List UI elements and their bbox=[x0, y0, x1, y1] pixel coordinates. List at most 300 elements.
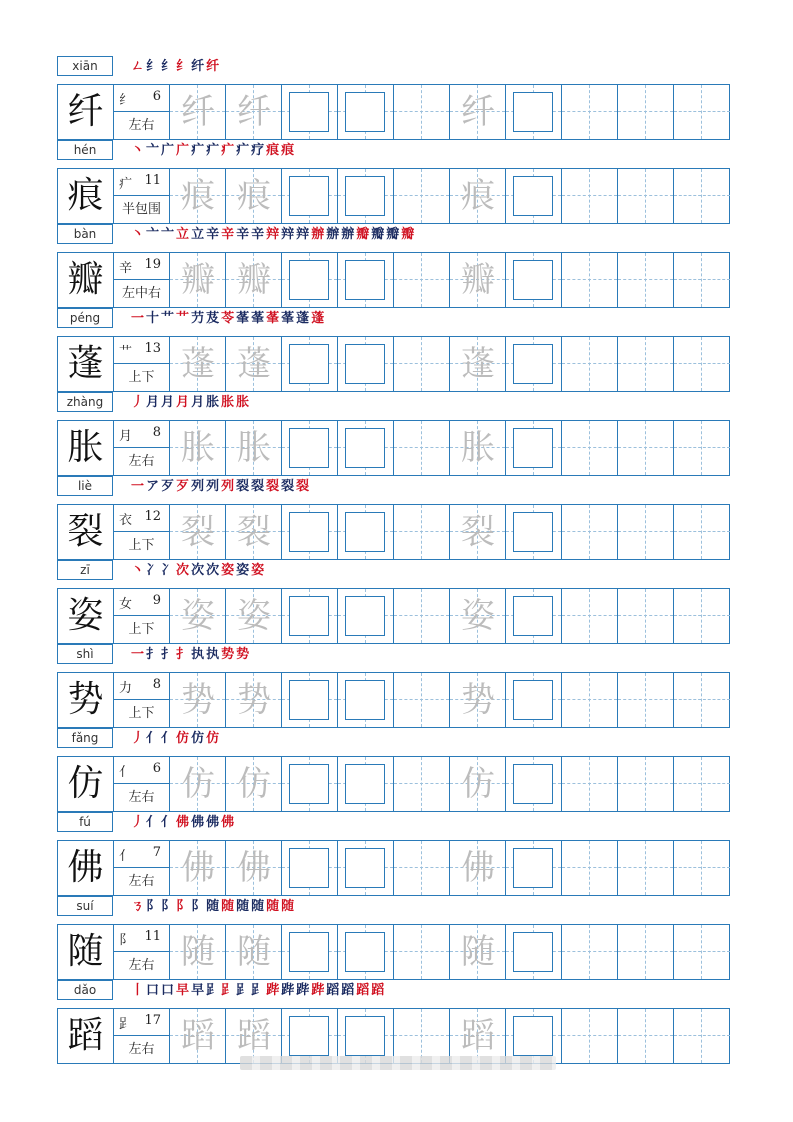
stroke-step: 芀 bbox=[191, 311, 207, 326]
practice-cell[interactable] bbox=[226, 673, 282, 727]
writing-square[interactable] bbox=[345, 680, 385, 720]
pinyin-row bbox=[57, 224, 730, 246]
practice-cell[interactable] bbox=[226, 1009, 282, 1063]
practice-cell[interactable] bbox=[338, 1009, 394, 1063]
trace-character: 势 bbox=[181, 680, 215, 720]
practice-cell[interactable] bbox=[674, 925, 730, 979]
character-entry bbox=[57, 728, 730, 812]
practice-cell[interactable] bbox=[170, 841, 226, 895]
trace-character: 纤 bbox=[181, 92, 215, 132]
writing-grid-row bbox=[57, 840, 730, 896]
practice-cell[interactable] bbox=[450, 757, 506, 811]
practice-cell[interactable] bbox=[450, 337, 506, 391]
character-entry bbox=[57, 476, 730, 560]
practice-cell[interactable] bbox=[674, 757, 730, 811]
practice-cell[interactable] bbox=[226, 757, 282, 811]
practice-cell[interactable] bbox=[282, 925, 338, 979]
character-entry bbox=[57, 56, 730, 140]
practice-cell[interactable] bbox=[338, 337, 394, 391]
trace-character: 瓣 bbox=[461, 260, 495, 300]
radical-label: 力 bbox=[119, 681, 133, 696]
pinyin-row bbox=[57, 56, 730, 78]
stroke-step: 𧾷 bbox=[251, 983, 267, 998]
practice-cell[interactable] bbox=[338, 169, 394, 223]
practice-cell[interactable] bbox=[170, 925, 226, 979]
practice-cell[interactable] bbox=[282, 169, 338, 223]
radical-info bbox=[114, 253, 170, 280]
practice-cell[interactable] bbox=[674, 589, 730, 643]
stroke-step: 跸 bbox=[296, 983, 312, 998]
practice-cell[interactable] bbox=[226, 85, 282, 139]
practice-cell[interactable] bbox=[674, 1009, 730, 1063]
practice-cell[interactable] bbox=[674, 421, 730, 475]
stroke-step: 立 bbox=[191, 227, 207, 242]
writing-square[interactable] bbox=[345, 1016, 385, 1056]
practice-cell[interactable] bbox=[394, 841, 450, 895]
stroke-step: 随 bbox=[206, 899, 222, 914]
stroke-step: 痕 bbox=[266, 143, 282, 158]
practice-cell[interactable] bbox=[562, 169, 618, 223]
writing-square[interactable] bbox=[513, 596, 553, 636]
trace-character: 佛 bbox=[181, 848, 215, 888]
practice-cell[interactable] bbox=[618, 85, 674, 139]
practice-cell[interactable] bbox=[226, 505, 282, 559]
practice-cell[interactable] bbox=[674, 505, 730, 559]
stroke-step: 亠 bbox=[161, 227, 177, 242]
practice-cell[interactable] bbox=[506, 253, 562, 307]
pinyin-label: péng bbox=[57, 308, 113, 328]
stroke-step: 亻 bbox=[146, 815, 162, 830]
model-character: 随 bbox=[58, 925, 114, 979]
practice-cell[interactable] bbox=[282, 673, 338, 727]
stroke-step: 次 bbox=[176, 563, 192, 578]
practice-cell[interactable] bbox=[562, 253, 618, 307]
practice-cell[interactable] bbox=[618, 925, 674, 979]
radical-info bbox=[114, 1009, 170, 1036]
stroke-step: 丶 bbox=[131, 563, 147, 578]
practice-cell[interactable] bbox=[450, 85, 506, 139]
writing-square[interactable] bbox=[345, 260, 385, 300]
practice-cell[interactable] bbox=[338, 421, 394, 475]
stroke-step: 歹 bbox=[176, 479, 192, 494]
writing-square[interactable] bbox=[345, 512, 385, 552]
practice-cell[interactable] bbox=[506, 85, 562, 139]
practice-cell[interactable] bbox=[282, 85, 338, 139]
practice-cell[interactable] bbox=[338, 673, 394, 727]
practice-cell[interactable] bbox=[170, 169, 226, 223]
stroke-step: 疒 bbox=[236, 143, 252, 158]
character-entry bbox=[57, 812, 730, 896]
radical-label: 亻 bbox=[119, 765, 133, 780]
practice-cell[interactable] bbox=[562, 421, 618, 475]
character-entry bbox=[57, 560, 730, 644]
practice-cell[interactable] bbox=[562, 505, 618, 559]
pinyin-row bbox=[57, 812, 730, 834]
stroke-step: 苓 bbox=[221, 311, 237, 326]
radical-info bbox=[114, 925, 170, 952]
stroke-step: 疗 bbox=[251, 143, 267, 158]
practice-cell[interactable] bbox=[674, 337, 730, 391]
character-entry bbox=[57, 392, 730, 476]
writing-square[interactable] bbox=[513, 1016, 553, 1056]
stroke-count: 11 bbox=[144, 173, 161, 188]
writing-square[interactable] bbox=[289, 1016, 329, 1056]
stroke-step: 亻 bbox=[161, 815, 177, 830]
practice-cell[interactable] bbox=[506, 589, 562, 643]
practice-cell[interactable] bbox=[618, 841, 674, 895]
practice-cell[interactable] bbox=[338, 505, 394, 559]
trace-character: 佛 bbox=[237, 848, 271, 888]
practice-cell[interactable] bbox=[394, 505, 450, 559]
stroke-step: 随 bbox=[221, 899, 237, 914]
practice-cell[interactable] bbox=[450, 421, 506, 475]
writing-square[interactable] bbox=[345, 848, 385, 888]
trace-character: 随 bbox=[237, 932, 271, 972]
practice-cell[interactable] bbox=[226, 337, 282, 391]
stroke-step: 阝 bbox=[161, 899, 177, 914]
practice-cell[interactable] bbox=[394, 757, 450, 811]
writing-square[interactable] bbox=[513, 260, 553, 300]
stroke-step: 裂 bbox=[266, 479, 282, 494]
writing-square[interactable] bbox=[345, 596, 385, 636]
practice-cell[interactable] bbox=[394, 85, 450, 139]
practice-cell[interactable] bbox=[338, 589, 394, 643]
stroke-step: 芨 bbox=[206, 311, 222, 326]
writing-square[interactable] bbox=[345, 428, 385, 468]
stroke-step: 辛 bbox=[221, 227, 237, 242]
practice-cell[interactable] bbox=[226, 169, 282, 223]
practice-cell[interactable] bbox=[394, 925, 450, 979]
character-entry bbox=[57, 896, 730, 980]
practice-cell[interactable] bbox=[618, 169, 674, 223]
stroke-step: 月 bbox=[161, 395, 177, 410]
writing-square[interactable] bbox=[513, 428, 553, 468]
practice-cell[interactable] bbox=[170, 589, 226, 643]
radical-info bbox=[114, 757, 170, 784]
radical-label: 𧾷 bbox=[119, 1017, 133, 1032]
practice-cell[interactable] bbox=[226, 589, 282, 643]
pinyin-label: bàn bbox=[57, 224, 113, 244]
practice-cell[interactable] bbox=[394, 589, 450, 643]
writing-square[interactable] bbox=[513, 512, 553, 552]
writing-square[interactable] bbox=[345, 932, 385, 972]
practice-cell[interactable] bbox=[506, 925, 562, 979]
practice-cell[interactable] bbox=[674, 673, 730, 727]
practice-cell[interactable] bbox=[170, 757, 226, 811]
writing-square[interactable] bbox=[513, 932, 553, 972]
practice-cell[interactable] bbox=[226, 253, 282, 307]
stroke-step: 阝 bbox=[176, 899, 192, 914]
practice-cell[interactable] bbox=[394, 337, 450, 391]
trace-character: 姿 bbox=[181, 596, 215, 636]
writing-square[interactable] bbox=[513, 680, 553, 720]
practice-cell[interactable] bbox=[170, 337, 226, 391]
practice-cell[interactable] bbox=[226, 841, 282, 895]
practice-cell[interactable] bbox=[618, 505, 674, 559]
stroke-step: 亻 bbox=[146, 731, 162, 746]
model-character: 痕 bbox=[58, 169, 114, 223]
stroke-order-sequence bbox=[131, 813, 236, 833]
practice-cell[interactable] bbox=[506, 673, 562, 727]
writing-square[interactable] bbox=[289, 680, 329, 720]
writing-square[interactable] bbox=[513, 176, 553, 216]
practice-cell[interactable] bbox=[562, 1009, 618, 1063]
practice-cell[interactable] bbox=[618, 1009, 674, 1063]
stroke-step: 月 bbox=[191, 395, 207, 410]
practice-cell[interactable] bbox=[170, 421, 226, 475]
stroke-step: 扌 bbox=[176, 647, 192, 662]
stroke-step: 仿 bbox=[176, 731, 192, 746]
stroke-step: 纟 bbox=[146, 59, 162, 74]
stroke-step: 随 bbox=[266, 899, 282, 914]
practice-cell[interactable] bbox=[506, 505, 562, 559]
practice-cell[interactable] bbox=[450, 505, 506, 559]
practice-cell[interactable] bbox=[506, 841, 562, 895]
writing-square[interactable] bbox=[289, 176, 329, 216]
pinyin-label: suí bbox=[57, 896, 113, 916]
pinyin-row bbox=[57, 392, 730, 414]
writing-square[interactable] bbox=[289, 428, 329, 468]
writing-square[interactable] bbox=[289, 932, 329, 972]
stroke-step: 瓣 bbox=[356, 227, 372, 242]
pinyin-label: dǎo bbox=[57, 980, 113, 1000]
practice-cell[interactable] bbox=[338, 757, 394, 811]
practice-cell[interactable] bbox=[282, 841, 338, 895]
practice-cell[interactable] bbox=[450, 253, 506, 307]
stroke-step: 丿 bbox=[131, 815, 147, 830]
practice-cell[interactable] bbox=[170, 673, 226, 727]
practice-cell[interactable] bbox=[394, 169, 450, 223]
writing-square[interactable] bbox=[289, 92, 329, 132]
writing-square[interactable] bbox=[289, 344, 329, 384]
stroke-step: 辦 bbox=[341, 227, 357, 242]
writing-square[interactable] bbox=[345, 176, 385, 216]
stroke-order-sequence bbox=[131, 309, 326, 329]
stroke-step: 蹈 bbox=[356, 983, 372, 998]
writing-square[interactable] bbox=[289, 764, 329, 804]
practice-sheet bbox=[57, 56, 730, 1057]
writing-square[interactable] bbox=[345, 344, 385, 384]
practice-cell[interactable] bbox=[506, 757, 562, 811]
radical-label: 衣 bbox=[119, 513, 133, 528]
practice-cell[interactable] bbox=[170, 253, 226, 307]
practice-cell[interactable] bbox=[618, 253, 674, 307]
practice-cell[interactable] bbox=[562, 589, 618, 643]
practice-cell[interactable] bbox=[170, 85, 226, 139]
practice-cell[interactable] bbox=[282, 505, 338, 559]
structure-label: 左右 bbox=[114, 784, 170, 811]
stroke-step: 蹈 bbox=[371, 983, 387, 998]
stroke-step: 疒 bbox=[221, 143, 237, 158]
stroke-step: 纤 bbox=[191, 59, 207, 74]
stroke-step: 姿 bbox=[236, 563, 252, 578]
practice-cell[interactable] bbox=[394, 673, 450, 727]
practice-cell[interactable] bbox=[506, 169, 562, 223]
character-entry bbox=[57, 644, 730, 728]
practice-cell[interactable] bbox=[450, 925, 506, 979]
writing-grid-row bbox=[57, 84, 730, 140]
pinyin-row bbox=[57, 644, 730, 666]
trace-character: 势 bbox=[461, 680, 495, 720]
stroke-order-sequence bbox=[131, 393, 251, 413]
trace-character: 蓬 bbox=[237, 344, 271, 384]
practice-cell[interactable] bbox=[562, 925, 618, 979]
practice-cell[interactable] bbox=[562, 337, 618, 391]
practice-cell[interactable] bbox=[450, 589, 506, 643]
practice-cell[interactable] bbox=[618, 757, 674, 811]
writing-grid-row bbox=[57, 504, 730, 560]
practice-cell[interactable] bbox=[394, 421, 450, 475]
trace-character: 蹈 bbox=[181, 1016, 215, 1056]
writing-square[interactable] bbox=[513, 344, 553, 384]
model-character: 势 bbox=[58, 673, 114, 727]
writing-square[interactable] bbox=[289, 848, 329, 888]
stroke-order-sequence bbox=[131, 225, 416, 245]
trace-character: 裂 bbox=[237, 512, 271, 552]
practice-cell[interactable] bbox=[226, 925, 282, 979]
trace-character: 佛 bbox=[461, 848, 495, 888]
radical-label: 女 bbox=[119, 597, 133, 612]
practice-cell[interactable] bbox=[562, 85, 618, 139]
trace-character: 随 bbox=[181, 932, 215, 972]
radical-label: 纟 bbox=[119, 93, 133, 108]
practice-cell[interactable] bbox=[450, 169, 506, 223]
writing-square[interactable] bbox=[345, 764, 385, 804]
practice-cell[interactable] bbox=[170, 1009, 226, 1063]
trace-character: 胀 bbox=[461, 428, 495, 468]
practice-cell[interactable] bbox=[226, 421, 282, 475]
practice-cell[interactable] bbox=[450, 673, 506, 727]
pinyin-label: zī bbox=[57, 560, 113, 580]
practice-cell[interactable] bbox=[506, 421, 562, 475]
trace-character: 仿 bbox=[461, 764, 495, 804]
writing-square[interactable] bbox=[513, 92, 553, 132]
writing-square[interactable] bbox=[289, 260, 329, 300]
practice-cell[interactable] bbox=[282, 589, 338, 643]
stroke-step: 艹 bbox=[176, 311, 192, 326]
stroke-step: 一 bbox=[131, 479, 147, 494]
practice-cell[interactable] bbox=[674, 253, 730, 307]
practice-cell[interactable] bbox=[338, 85, 394, 139]
practice-cell[interactable] bbox=[618, 337, 674, 391]
stroke-count: 8 bbox=[152, 677, 161, 692]
practice-cell[interactable] bbox=[618, 589, 674, 643]
trace-character: 仿 bbox=[181, 764, 215, 804]
model-character: 姿 bbox=[58, 589, 114, 643]
stroke-count: 6 bbox=[152, 761, 161, 776]
practice-cell[interactable] bbox=[450, 1009, 506, 1063]
practice-cell[interactable] bbox=[562, 841, 618, 895]
practice-cell[interactable] bbox=[282, 337, 338, 391]
trace-character: 纤 bbox=[461, 92, 495, 132]
practice-cell[interactable] bbox=[562, 673, 618, 727]
trace-character: 势 bbox=[237, 680, 271, 720]
trace-character: 纤 bbox=[237, 92, 271, 132]
stroke-step: 莑 bbox=[236, 311, 252, 326]
practice-cell[interactable] bbox=[338, 925, 394, 979]
pinyin-row bbox=[57, 476, 730, 498]
structure-label: 上下 bbox=[114, 700, 170, 727]
stroke-step: ア bbox=[146, 479, 162, 494]
practice-cell[interactable] bbox=[338, 841, 394, 895]
practice-cell[interactable] bbox=[394, 253, 450, 307]
writing-grid-row bbox=[57, 168, 730, 224]
stroke-step: 早 bbox=[191, 983, 207, 998]
practice-cell[interactable] bbox=[674, 169, 730, 223]
practice-cell[interactable] bbox=[394, 1009, 450, 1063]
stroke-step: 随 bbox=[236, 899, 252, 914]
practice-cell[interactable] bbox=[282, 421, 338, 475]
writing-grid-row bbox=[57, 420, 730, 476]
practice-cell[interactable] bbox=[618, 421, 674, 475]
stroke-step: 次 bbox=[206, 563, 222, 578]
stroke-step: 瓣 bbox=[371, 227, 387, 242]
practice-cell[interactable] bbox=[618, 673, 674, 727]
stroke-step: 十 bbox=[146, 311, 162, 326]
stroke-step: 辦 bbox=[326, 227, 342, 242]
trace-character: 胀 bbox=[181, 428, 215, 468]
writing-square[interactable] bbox=[289, 512, 329, 552]
structure-label: 上下 bbox=[114, 364, 170, 391]
writing-square[interactable] bbox=[513, 848, 553, 888]
stroke-count: 12 bbox=[144, 509, 161, 524]
stroke-step: 疒 bbox=[206, 143, 222, 158]
stroke-step: 列 bbox=[221, 479, 237, 494]
practice-cell[interactable] bbox=[674, 841, 730, 895]
writing-grid-row bbox=[57, 588, 730, 644]
radical-label: 疒 bbox=[119, 177, 133, 192]
pinyin-label: xiān bbox=[57, 56, 113, 76]
trace-character: 痕 bbox=[461, 176, 495, 216]
pinyin-row bbox=[57, 728, 730, 750]
stroke-step: 裂 bbox=[281, 479, 297, 494]
practice-cell[interactable] bbox=[282, 757, 338, 811]
practice-cell[interactable] bbox=[282, 1009, 338, 1063]
model-character: 胀 bbox=[58, 421, 114, 475]
practice-cell[interactable] bbox=[282, 253, 338, 307]
pinyin-row bbox=[57, 896, 730, 918]
stroke-count: 11 bbox=[144, 929, 161, 944]
stroke-step: 势 bbox=[236, 647, 252, 662]
stroke-step: 蹈 bbox=[326, 983, 342, 998]
writing-square[interactable] bbox=[289, 596, 329, 636]
structure-label: 左右 bbox=[114, 952, 170, 979]
stroke-step: 丿 bbox=[131, 731, 147, 746]
stroke-count: 17 bbox=[144, 1013, 161, 1028]
writing-square[interactable] bbox=[345, 92, 385, 132]
stroke-step: 佛 bbox=[176, 815, 192, 830]
practice-cell[interactable] bbox=[338, 253, 394, 307]
character-entry bbox=[57, 224, 730, 308]
practice-cell[interactable] bbox=[674, 85, 730, 139]
stroke-step: 辡 bbox=[281, 227, 297, 242]
writing-grid-row bbox=[57, 336, 730, 392]
writing-square[interactable] bbox=[513, 764, 553, 804]
stroke-order-sequence bbox=[131, 141, 296, 161]
pinyin-row bbox=[57, 980, 730, 1002]
practice-cell[interactable] bbox=[562, 757, 618, 811]
stroke-step: 蓬 bbox=[296, 311, 312, 326]
stroke-step: 丿 bbox=[131, 395, 147, 410]
stroke-step: 跸 bbox=[266, 983, 282, 998]
practice-cell[interactable] bbox=[170, 505, 226, 559]
pinyin-label: zhàng bbox=[57, 392, 113, 412]
practice-cell[interactable] bbox=[506, 337, 562, 391]
practice-cell[interactable] bbox=[506, 1009, 562, 1063]
stroke-step: 辛 bbox=[236, 227, 252, 242]
stroke-order-sequence bbox=[131, 477, 311, 497]
practice-cell[interactable] bbox=[450, 841, 506, 895]
